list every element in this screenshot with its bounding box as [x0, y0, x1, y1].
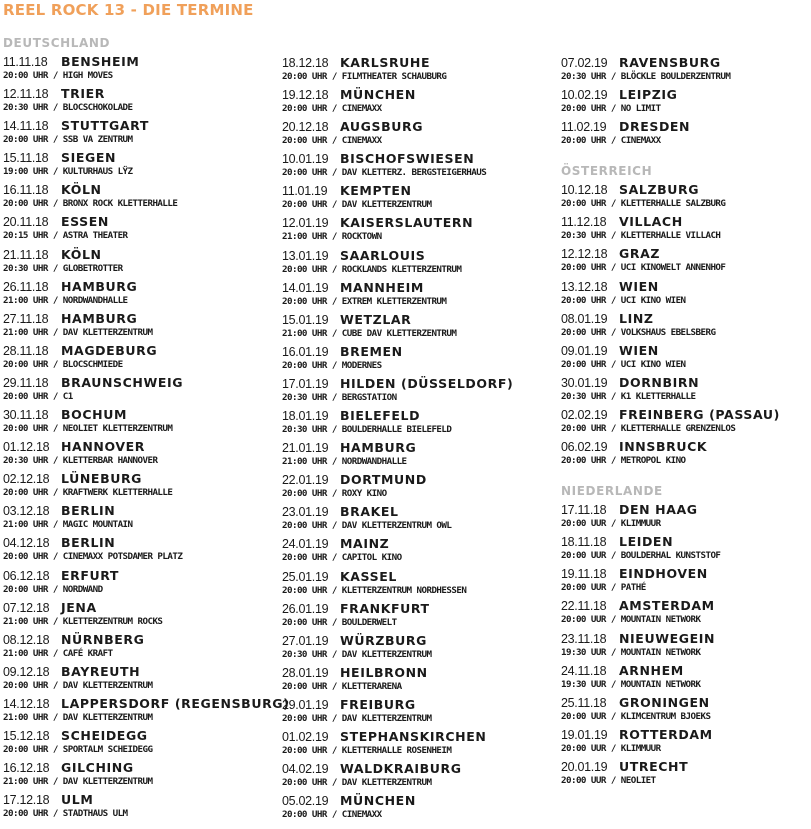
- event-city: SAARLOUIS: [340, 247, 426, 263]
- event-time-venue: 20:00 UHR / BOULDERWELT: [282, 616, 397, 628]
- event-date: 29.01.19: [282, 697, 329, 712]
- event-city: FRANKFURT: [340, 600, 430, 616]
- event-time-venue: 20:00 UUR / NEOLIET: [561, 774, 656, 786]
- event-time-venue: 21:00 UHR / NORDWANDHALLE: [3, 294, 128, 306]
- event-city: KASSEL: [340, 568, 397, 584]
- event-time-venue: 20:00 UHR / KLETTERHALLE ROSENHEIM: [282, 744, 452, 756]
- event-date: 09.01.19: [561, 343, 608, 358]
- event-time-venue: 19:00 UHR / KULTURHAUS LŸZ: [3, 166, 133, 178]
- event-date: 13.12.18: [561, 279, 608, 294]
- event-city: INNSBRUCK: [619, 439, 708, 455]
- event-date: 19.12.18: [282, 88, 329, 103]
- event-entry: [282, 470, 532, 502]
- event-city: WIEN: [619, 342, 659, 358]
- event-time-venue: 20:00 UHR / DAV KLETTERZENTRUM: [282, 777, 432, 789]
- event-city: SCHEIDEGG: [61, 727, 148, 743]
- event-city: JENA: [61, 599, 97, 615]
- event-date: 28.11.18: [3, 343, 49, 358]
- event-city: WALDKRAIBURG: [340, 761, 462, 777]
- event-date: 08.01.19: [561, 311, 608, 326]
- event-date: 14.01.19: [282, 280, 329, 295]
- event-city: LEIPZIG: [619, 87, 678, 103]
- event-date: 06.12.18: [3, 568, 50, 583]
- event-entry: [3, 180, 253, 212]
- event-time-venue: 20:00 UHR / DAV KLETTERZENTRUM OWL: [282, 520, 452, 532]
- event-date: 21.11.18: [3, 247, 49, 262]
- event-city: MANNHEIM: [340, 279, 424, 295]
- event-city: STUTTGART: [61, 118, 149, 134]
- event-entry: [3, 341, 253, 373]
- event-time-venue: 20:00 UHR / BRONX ROCK KLETTERHALLE: [3, 198, 178, 210]
- event-city: WIEN: [619, 278, 659, 294]
- event-city: DORNBIRN: [619, 374, 700, 390]
- event-time-venue: 20:00 UHR / NO LIMIT: [561, 103, 661, 115]
- event-date: 11.12.18: [561, 215, 607, 230]
- event-city: GRAZ: [619, 246, 661, 262]
- event-time-venue: 20:00 UHR / KLETTERHALLE GRENZENLOS: [561, 422, 736, 434]
- event-date: 14.12.18: [3, 696, 50, 711]
- event-date: 25.11.18: [561, 695, 607, 710]
- event-city: HILDEN (DÜSSELDORF): [340, 375, 514, 391]
- event-city: BAYREUTH: [61, 663, 141, 679]
- schedule-column-3: [561, 53, 811, 789]
- event-date: 24.11.18: [561, 663, 607, 678]
- event-date: 27.01.19: [282, 633, 329, 648]
- event-entry: [282, 53, 532, 85]
- event-city: RAVENSBURG: [619, 55, 721, 70]
- region-gap: [561, 149, 811, 163]
- event-city: ROTTERDAM: [619, 726, 713, 742]
- event-time-venue: 20:00 UUR / MOUNTAIN NETWORK: [561, 614, 701, 626]
- event-entry: [3, 309, 253, 341]
- event-city: LINZ: [619, 310, 654, 326]
- schedule-column-2: [282, 53, 532, 823]
- event-time-venue: 20:30 UHR / KLETTERBAR HANNOVER: [3, 455, 158, 467]
- event-city: ULM: [61, 792, 94, 808]
- event-entry: [561, 341, 811, 373]
- event-date: 08.12.18: [3, 632, 50, 647]
- event-date: 10.12.18: [561, 183, 608, 198]
- event-date: 01.02.19: [282, 729, 329, 744]
- event-time-venue: 20:00 UHR / ROXY KINO: [282, 488, 387, 500]
- event-entry: [282, 438, 532, 470]
- event-city: ERFURT: [61, 567, 120, 583]
- event-time-venue: 21:00 UHR / CUBE DAV KLETTERZENTRUM: [282, 327, 457, 339]
- event-city: AUGSBURG: [340, 119, 424, 135]
- event-city: DRESDEN: [619, 119, 691, 135]
- event-city: TRIER: [61, 86, 105, 102]
- event-time-venue: 20:00 UHR / CINEMAXX: [282, 809, 382, 821]
- event-entry: [3, 790, 253, 822]
- event-city: WETZLAR: [340, 311, 412, 327]
- event-time-venue: 20:00 UHR / KLETTERZENTRUM NORDHESSEN: [282, 584, 467, 596]
- event-time-venue: 20:30 UHR / BLÖCKLE BOULDERZENTRUM: [561, 71, 731, 82]
- event-time-venue: 20:00 UHR / STADTHAUS ULM: [3, 808, 128, 820]
- event-entry: [561, 309, 811, 341]
- event-date: 11.11.18: [3, 55, 48, 69]
- region-heading: ÖSTERREICH: [561, 164, 653, 179]
- event-time-venue: 20:00 UHR / UCI KINO WIEN: [561, 294, 686, 306]
- event-city: BREMEN: [340, 343, 403, 359]
- event-time-venue: 20:00 UHR / METROPOL KINO: [561, 455, 686, 467]
- event-time-venue: 20:15 UHR / ASTRA THEATER: [3, 230, 128, 242]
- event-time-venue: 21:00 UHR / CAFÉ KRAFT: [3, 647, 113, 659]
- event-city: EINDHOVEN: [619, 566, 708, 582]
- event-entry: [282, 695, 532, 727]
- event-entry: [3, 566, 253, 598]
- event-time-venue: 20:00 UHR / VOLKSHAUS EBELSBERG: [561, 326, 716, 338]
- event-entry: [282, 278, 532, 310]
- event-entry: [561, 277, 811, 309]
- event-time-venue: 20:30 UHR / GLOBETROTTER: [3, 262, 123, 274]
- event-time-venue: 20:00 UHR / C1: [3, 390, 73, 402]
- event-city: BERLIN: [61, 503, 116, 519]
- event-city: BENSHEIM: [61, 54, 140, 69]
- event-date: 09.12.18: [3, 664, 50, 679]
- event-city: DORTMUND: [340, 472, 427, 488]
- event-entry: [282, 374, 532, 406]
- event-city: AMSTERDAM: [619, 598, 715, 614]
- event-entry: [3, 116, 253, 148]
- event-city: NÜRNBERG: [61, 631, 145, 647]
- event-city: FREIBURG: [340, 696, 416, 712]
- event-date: 12.12.18: [561, 247, 608, 262]
- event-time-venue: 21:00 UHR / KLETTERZENTRUM ROCKS: [3, 615, 163, 627]
- event-time-venue: 19:30 UUR / MOUNTAIN NETWORK: [561, 646, 701, 658]
- event-date: 23.01.19: [282, 505, 329, 520]
- event-date: 17.12.18: [3, 793, 50, 808]
- event-time-venue: 20:00 UUR / KLIMMUUR: [561, 518, 661, 530]
- event-time-venue: 21:00 UHR / ROCKTOWN: [282, 231, 382, 243]
- event-time-venue: 20:30 UHR / BLOCSCHOKOLADE: [3, 102, 133, 114]
- event-entry: [282, 149, 532, 181]
- event-entry: [3, 373, 253, 405]
- event-city: BRAUNSCHWEIG: [61, 374, 184, 390]
- event-entry: [282, 631, 532, 663]
- event-time-venue: 20:00 UHR / DAV KLETTERZENTRUM: [282, 712, 432, 724]
- event-date: 29.11.18: [3, 375, 49, 390]
- event-city: MÜNCHEN: [340, 87, 416, 103]
- event-city: BIELEFELD: [340, 408, 421, 424]
- event-city: SALZBURG: [619, 182, 700, 198]
- event-date: 19.01.19: [561, 727, 608, 742]
- event-time-venue: 20:00 UHR / BLOCSCHMIEDE: [3, 358, 123, 370]
- event-time-venue: 20:30 UHR / K1 KLETTERHALLE: [561, 390, 696, 402]
- event-date: 28.01.19: [282, 665, 329, 680]
- event-time-venue: 20:00 UHR / DAV KLETTERZENTRUM: [3, 679, 153, 691]
- event-city: DEN HAAG: [619, 502, 698, 518]
- event-city: GILCHING: [61, 760, 134, 776]
- event-city: GRONINGEN: [619, 694, 710, 710]
- event-entry: [282, 727, 532, 759]
- event-entry: [3, 630, 253, 662]
- event-date: 22.01.19: [282, 473, 329, 488]
- event-date: 02.12.18: [3, 472, 50, 487]
- event-city: FREINBERG (PASSAU): [619, 406, 780, 422]
- event-time-venue: 20:00 UUR / BOULDERHAL KUNSTSTOF: [561, 550, 721, 562]
- event-date: 14.11.18: [3, 119, 49, 134]
- event-date: 12.11.18: [3, 87, 49, 102]
- event-time-venue: 20:00 UUR / PATHÉ: [561, 582, 646, 594]
- event-date: 26.01.19: [282, 601, 329, 616]
- event-date: 10.01.19: [282, 152, 329, 167]
- event-time-venue: 20:00 UHR / MODERNES: [282, 359, 382, 371]
- event-date: 11.01.19: [282, 184, 328, 199]
- event-entry: [561, 629, 811, 661]
- event-entry: [282, 759, 532, 791]
- event-city: HANNOVER: [61, 439, 145, 455]
- event-city: ARNHEM: [619, 662, 684, 678]
- event-date: 01.12.18: [3, 440, 50, 455]
- event-time-venue: 20:00 UHR / NEOLIET KLETTERZENTRUM: [3, 423, 173, 435]
- event-city: VILLACH: [619, 214, 683, 230]
- event-entry: [561, 212, 811, 244]
- event-entry: [282, 213, 532, 245]
- event-city: HEILBRONN: [340, 664, 428, 680]
- event-entry: [3, 758, 253, 790]
- event-entry: [561, 180, 811, 212]
- event-entry: [561, 405, 811, 437]
- event-entry: [561, 117, 811, 149]
- event-date: 02.02.19: [561, 407, 608, 422]
- event-date: 19.11.18: [561, 567, 607, 582]
- event-time-venue: 20:00 UHR / CINEMAXX: [561, 135, 661, 147]
- event-entry: [282, 663, 532, 695]
- event-entry: [3, 212, 253, 244]
- event-city: HAMBURG: [340, 440, 417, 456]
- event-date: 20.12.18: [282, 120, 329, 135]
- event-date: 18.11.18: [561, 535, 607, 550]
- page-title: REEL ROCK 13 - DIE TERMINE: [3, 1, 254, 19]
- event-city: BISCHOFSWIESEN: [340, 151, 475, 167]
- event-date: 17.11.18: [561, 503, 607, 518]
- event-time-venue: 20:00 UHR / EXTREM KLETTERZENTRUM: [282, 295, 447, 307]
- event-city: BOCHUM: [61, 407, 127, 423]
- event-date: 23.11.18: [561, 631, 607, 646]
- event-time-venue: 20:30 UHR / DAV KLETTERZENTRUM: [282, 648, 432, 660]
- event-date: 03.12.18: [3, 504, 50, 519]
- event-city: MÜNCHEN: [340, 793, 416, 809]
- event-entry: [282, 502, 532, 534]
- event-time-venue: 20:00 UHR / HIGH MOVES: [3, 70, 113, 81]
- event-date: 13.01.19: [282, 248, 329, 263]
- event-time-venue: 20:00 UHR / UCI KINO WIEN: [561, 358, 686, 370]
- event-entry: [3, 598, 253, 630]
- event-date: 05.02.19: [282, 794, 329, 809]
- event-date: 22.11.18: [561, 599, 607, 614]
- event-entry: [561, 757, 811, 789]
- event-entry: [561, 725, 811, 757]
- event-date: 16.12.18: [3, 761, 50, 776]
- event-city: LÜNEBURG: [61, 471, 143, 487]
- event-city: SIEGEN: [61, 150, 117, 166]
- event-entry: [3, 277, 253, 309]
- event-entry: [561, 244, 811, 276]
- event-entry: [3, 726, 253, 758]
- event-time-venue: 20:00 UHR / ROCKLANDS KLETTERZENTRUM: [282, 263, 462, 275]
- event-entry: [282, 85, 532, 117]
- event-time-venue: 20:00 UHR / DAV KLETTERZ. BERGSTEIGERHAUS: [282, 167, 487, 179]
- event-entry: [3, 245, 253, 277]
- event-city: KÖLN: [61, 246, 102, 262]
- event-entry: [282, 117, 532, 149]
- region-heading: DEUTSCHLAND: [3, 36, 111, 50]
- event-entry: [561, 532, 811, 564]
- event-entry: [561, 661, 811, 693]
- event-date: 12.01.19: [282, 216, 329, 231]
- event-time-venue: 20:00 UHR / DAV KLETTERZENTRUM: [282, 199, 432, 211]
- event-time-venue: 20:00 UHR / CAPITOL KINO: [282, 552, 402, 564]
- event-entry: [282, 406, 532, 438]
- event-entry: [3, 533, 253, 565]
- event-date: 17.01.19: [282, 376, 329, 391]
- event-entry: [561, 437, 811, 469]
- event-city: KARLSRUHE: [340, 55, 431, 70]
- event-entry: [282, 342, 532, 374]
- event-entry: [561, 85, 811, 117]
- event-time-venue: 20:00 UHR / KLETTERARENA: [282, 680, 402, 692]
- event-time-venue: 20:00 UHR / SPORTALM SCHEIDEGG: [3, 743, 153, 755]
- event-entry: [3, 469, 253, 501]
- event-city: BRAKEL: [340, 504, 399, 520]
- event-time-venue: 21:00 UHR / DAV KLETTERZENTRUM: [3, 776, 153, 788]
- event-time-venue: 20:00 UHR / CINEMAXX: [282, 135, 382, 147]
- event-city: MAGDEBURG: [61, 342, 158, 358]
- event-entry: [282, 567, 532, 599]
- event-entry: [282, 534, 532, 566]
- event-date: 16.11.18: [3, 183, 49, 198]
- event-time-venue: 20:00 UHR / SSB VA ZENTRUM: [3, 134, 133, 146]
- event-time-venue: 20:00 UUR / KLIMMUUR: [561, 742, 661, 754]
- event-city: UTRECHT: [619, 758, 689, 774]
- event-date: 07.12.18: [3, 600, 50, 615]
- event-entry: [3, 694, 290, 726]
- event-entry: [282, 791, 532, 823]
- event-time-venue: 20:00 UHR / FILMTHEATER SCHAUBURG: [282, 71, 447, 82]
- event-entry: [561, 373, 811, 405]
- event-date: 25.01.19: [282, 569, 329, 584]
- event-date: 18.12.18: [282, 56, 329, 70]
- event-entry: [561, 596, 811, 628]
- event-city: KÖLN: [61, 182, 102, 198]
- event-city: KEMPTEN: [340, 183, 412, 199]
- event-time-venue: 21:00 UHR / NORDWANDHALLE: [282, 456, 407, 468]
- event-date: 15.01.19: [282, 312, 329, 327]
- event-date: 11.02.19: [561, 120, 607, 135]
- event-time-venue: 20:30 UHR / BOULDERHALLE BIELEFELD: [282, 424, 452, 436]
- event-entry: [282, 599, 532, 631]
- event-entry: [561, 693, 811, 725]
- event-time-venue: 21:00 UHR / DAV KLETTERZENTRUM: [3, 711, 153, 723]
- event-time-venue: 21:00 UHR / DAV KLETTERZENTRUM: [3, 326, 153, 338]
- event-date: 06.02.19: [561, 440, 608, 455]
- event-city: KAISERSLAUTERN: [340, 215, 474, 231]
- event-entry: [3, 84, 253, 116]
- region-heading: NIEDERLANDE: [561, 484, 663, 499]
- event-time-venue: 20:00 UUR / KLIMCENTRUM BJOEKS: [561, 710, 711, 722]
- event-city: MAINZ: [340, 536, 390, 552]
- event-entry: [561, 500, 811, 532]
- event-time-venue: 19:30 UUR / MOUNTAIN NETWORK: [561, 678, 701, 690]
- event-date: 04.12.18: [3, 536, 50, 551]
- event-entry: [3, 52, 253, 84]
- event-date: 04.02.19: [282, 762, 329, 777]
- event-date: 18.01.19: [282, 409, 329, 424]
- event-entry: [3, 405, 253, 437]
- event-date: 16.01.19: [282, 344, 329, 359]
- event-date: 15.11.18: [3, 151, 49, 166]
- event-date: 07.02.19: [561, 56, 608, 70]
- event-city: HAMBURG: [61, 310, 138, 326]
- event-entry: [282, 181, 532, 213]
- event-date: 30.01.19: [561, 375, 608, 390]
- event-entry: [561, 564, 811, 596]
- event-date: 15.12.18: [3, 728, 50, 743]
- event-date: 27.11.18: [3, 311, 49, 326]
- event-entry: [282, 246, 532, 278]
- event-time-venue: 20:00 UHR / UCI KINOWELT ANNENHOF: [561, 262, 726, 274]
- event-time-venue: 20:00 UHR / CINEMAXX: [282, 103, 382, 115]
- event-time-venue: 21:00 UHR / MAGIC MOUNTAIN: [3, 519, 133, 531]
- event-city: LAPPERSDORF (REGENSBURG): [61, 695, 290, 711]
- event-city: ESSEN: [61, 214, 109, 230]
- event-date: 20.01.19: [561, 759, 608, 774]
- event-date: 10.02.19: [561, 88, 608, 103]
- event-entry: [561, 53, 811, 85]
- event-time-venue: 20:30 UHR / KLETTERHALLE VILLACH: [561, 230, 721, 242]
- event-entry: [3, 437, 253, 469]
- event-date: 26.11.18: [3, 279, 49, 294]
- event-city: NIEUWEGEIN: [619, 630, 716, 646]
- event-date: 21.01.19: [282, 441, 329, 456]
- region-gap: [561, 469, 811, 483]
- event-entry: [282, 310, 532, 342]
- event-entry: [3, 662, 253, 694]
- event-date: 20.11.18: [3, 215, 49, 230]
- event-time-venue: 20:00 UHR / NORDWAND: [3, 583, 103, 595]
- event-city: LEIDEN: [619, 534, 674, 550]
- event-entry: [3, 148, 253, 180]
- event-entry: [3, 501, 253, 533]
- event-city: HAMBURG: [61, 278, 138, 294]
- schedule-column-1: [3, 35, 290, 822]
- event-time-venue: 20:00 UHR / KRAFTWERK KLETTERHALLE: [3, 487, 173, 499]
- event-city: WÜRZBURG: [340, 632, 427, 648]
- event-city: BERLIN: [61, 535, 116, 551]
- event-date: 30.11.18: [3, 408, 49, 423]
- event-time-venue: 20:00 UHR / KLETTERHALLE SALZBURG: [561, 198, 726, 210]
- event-date: 24.01.19: [282, 537, 329, 552]
- event-city: STEPHANSKIRCHEN: [340, 728, 487, 744]
- event-time-venue: 20:00 UHR / CINEMAXX POTSDAMER PLATZ: [3, 551, 183, 563]
- event-time-venue: 20:30 UHR / BERGSTATION: [282, 391, 397, 403]
